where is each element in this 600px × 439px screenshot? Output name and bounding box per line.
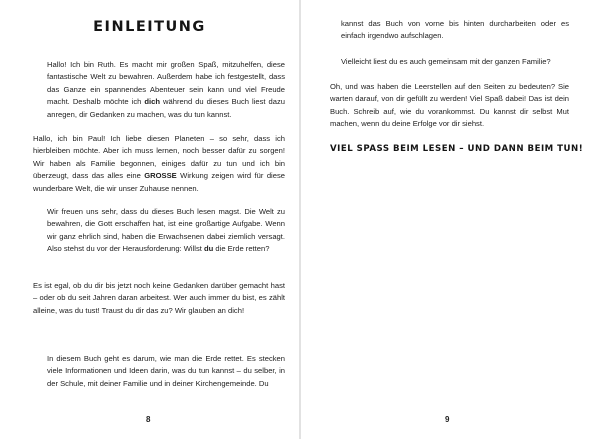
paragraph-continuation: kannst das Buch von vorne bis hinten durcharbeiten oder es einfach irgendwo aufschlagen.: [341, 19, 569, 41]
paragraph-vielleicht: Vielleicht liest du es auch gemeinsam mit der ganzen Familie?: [341, 57, 551, 66]
paul-text-1: Hallo, ich bin Paul! Ich liebe diesen Planeten – so sehr, dass ich hierbleiben möchte. Aber ich muss lernen, noch besser dafür zu sorgen! Wir haben als Familie begonnen, einiges dafür zu tun und ich bin überzeugt, dass das alles eine: [33, 134, 285, 181]
paragraph-leerstellen: Oh, und was haben die Leerstellen auf den Seiten zu bedeuten? Sie warten darauf, von dir gefüllt zu werden! Viel Spaß dabei! Das ist dein Buch. Schreib auf, wie du vorankommst. Du kannst dir selbst Mut machen, wenn du deine Erfolge vor dir siehst.: [330, 82, 569, 129]
intro-text-1: Hallo! Ich bin Ruth. Es macht mir großen Spaß, mitzuhelfen, diese fantastische Welt zu bewahren. Außerdem habe ich festgestellt, dass das Ganze ein spannendes Abenteuer sein kann und viel Freude macht. Deshalb möchte ich: [47, 60, 285, 107]
page-number-right: 9: [445, 415, 450, 424]
paragraph-wir-freuen: [47, 206, 285, 256]
closing-motto: VIEL SPASS BEIM LESEN – UND DANN BEIM TUN!: [330, 144, 584, 154]
paragraph-es-ist-egal: Es ist egal, ob du dir bis jetzt noch keine Gedanken darüber gemacht hast – oder ob du seit Jahren daran arbeitest. Wer auch immer du bist, es zählt alleine, was du tust! Traust du dir das zu? Wir glauben an dich!: [33, 281, 285, 315]
chapter-title: EINLEITUNG: [93, 19, 206, 35]
paul-text-2: Wirkung zeigen wird für diese wunderbare Welt, die wir unser Zuhause nennen.: [33, 171, 285, 193]
wir-text-1: Wir freuen uns sehr, dass du dieses Buch lesen magst. Die Welt zu bewahren, die Gott erschaffen hat, ist eine großartige Aufgabe. Wenn wir ganz ehrlich sind, haben die Erwachsenen dabei ziemlich versagt. Also stehst du vor der Herausforderung: Willst: [47, 207, 285, 254]
page-number-left: 8: [146, 415, 151, 424]
wir-text-2: die Erde retten?: [213, 244, 270, 254]
intro-paragraph-paul: [33, 133, 285, 195]
paragraph-in-diesem-buch: In diesem Buch geht es darum, wie man die Erde rettet. Es stecken viele Informationen und Ideen darin, was du tun kannst – du selber, in der Schule, mit deiner Familie und in deiner Kirchengemeinde. Du: [47, 354, 285, 388]
paul-emphasis: GROSSE: [144, 171, 177, 181]
intro-text-2: während du dieses Buch liest dazu anregen, dir Gedanken zu machen, was du tun kannst.: [47, 97, 286, 119]
intro-emphasis: dich: [144, 97, 161, 107]
intro-paragraph-ruth: [47, 59, 285, 121]
wir-emphasis: du: [204, 244, 214, 254]
